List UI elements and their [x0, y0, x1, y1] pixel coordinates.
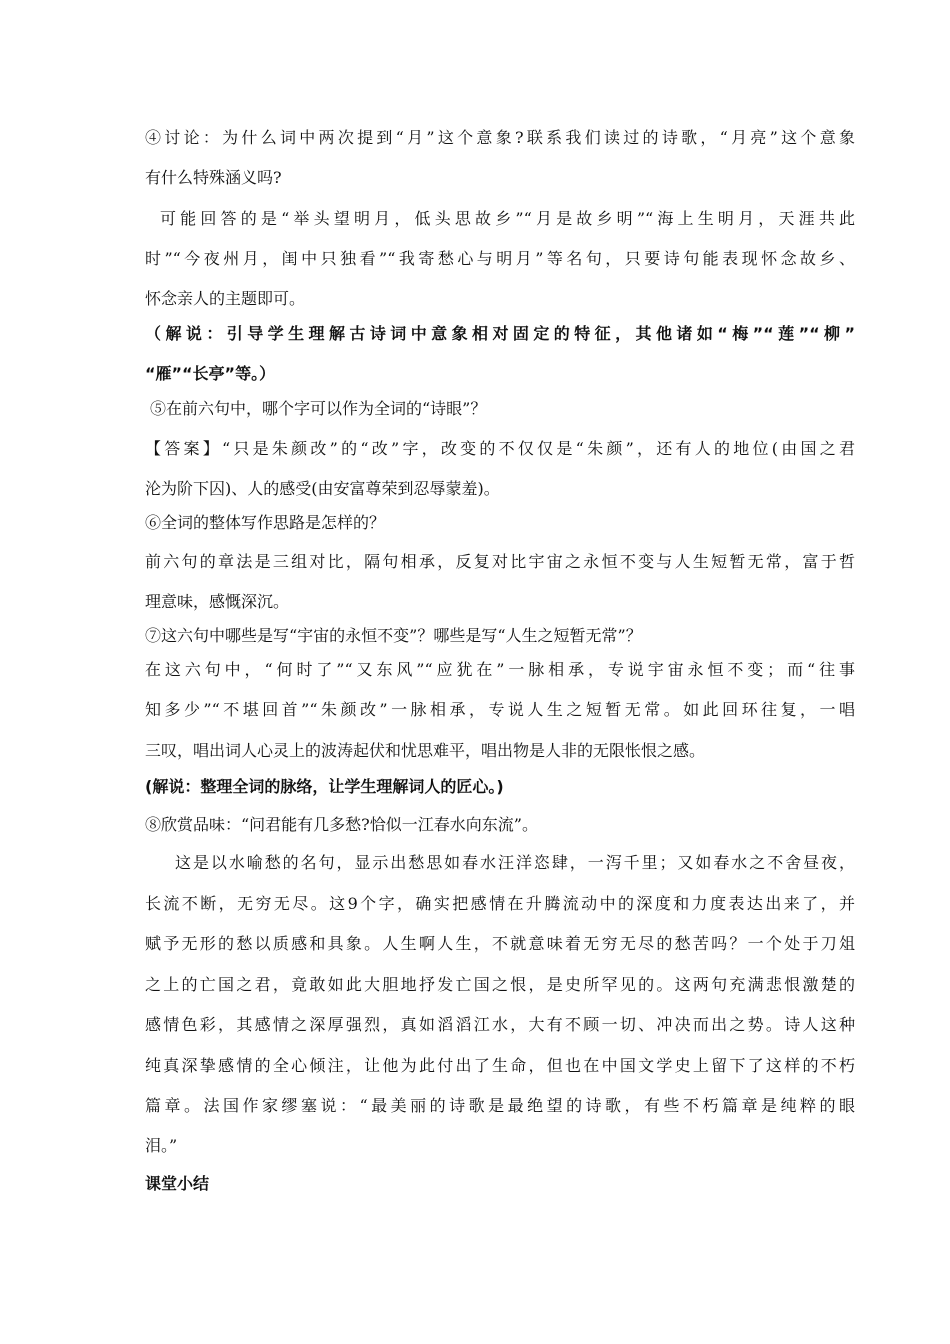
answer-6-line-2: 理意味，感慨深沉。: [145, 592, 290, 611]
question-4-line-1: ④讨论：为什么词中两次提到“月”这个意象?联系我们读过的诗歌，“月亮”这个意象: [145, 128, 855, 147]
note-1-line-2: “雁”“长亭”等。）: [145, 364, 276, 383]
question-6: ⑥全词的整体写作思路是怎样的？: [145, 513, 386, 532]
note-2: (解说：整理全词的脉络，让学生理解词人的匠心。): [145, 777, 504, 796]
answer-7-line-2: 知多少”“不堪回首”“朱颜改”一脉相承，专说人生之短暂无常。如此回环往复，一唱: [145, 700, 855, 719]
answer-8-line-4: 之上的亡国之君，竟敢如此大胆地抒发亡国之恨，是史所罕见的。这两句充满悲恨激楚的: [145, 975, 855, 994]
note-1-line-1: （解说：引导学生理解古诗词中意象相对固定的特征，其他诸如“梅”“莲”“柳”: [145, 324, 855, 343]
answer-8-line-7: 篇章。法国作家缪塞说：“最美丽的诗歌是最绝望的诗歌，有些不朽篇章是纯粹的眼: [145, 1096, 855, 1115]
answer-4-line-3: 怀念亲人的主题即可。: [145, 289, 306, 308]
question-8: ⑧欣赏品味：“问君能有几多愁?恰似一江春水向东流”。: [145, 815, 538, 834]
answer-8-line-2: 长流不断，无穷无尽。这9个字，确实把感情在升腾流动中的深度和力度表达出来了，并: [145, 894, 855, 913]
answer-8-line-6: 纯真深挚感情的全心倾注，让他为此付出了生命，但也在中国文学史上留下了这样的不朽: [145, 1056, 855, 1075]
answer-8-line-5: 感情色彩，其感情之深厚强烈，真如滔滔江水，大有不顾一切、冲决而出之势。诗人这种: [145, 1015, 855, 1034]
question-4-line-2: 有什么特殊涵义吗?: [145, 168, 282, 187]
answer-5-line-2: 沦为阶下囚)、人的感受(由安富尊荣到忍辱蒙羞)。: [145, 479, 500, 498]
section-heading-summary: 课堂小结: [145, 1174, 210, 1193]
answer-7-line-1: 在这六句中，“何时了”“又东风”“应犹在”一脉相承，专说宇宙永恒不变；而“往事: [145, 660, 855, 679]
answer-8-line-3: 赋予无形的愁以质感和具象。人生啊人生，不就意味着无穷无尽的愁苦吗？一个处于刀俎: [145, 934, 855, 953]
question-5: ⑤在前六句中，哪个字可以作为全词的“诗眼”？: [150, 399, 487, 418]
answer-7-line-3: 三叹，唱出词人心灵上的波涛起伏和忧思难平，唱出物是人非的无限怅恨之感。: [145, 741, 706, 760]
answer-6-line-1: 前六句的章法是三组对比，隔句相承，反复对比宇宙之永恒不变与人生短暂无常，富于哲: [145, 552, 855, 571]
answer-4-line-2: 时”“今夜州月，闺中只独看”“我寄愁心与明月”等名句，只要诗句能表现怀念故乡、: [145, 249, 855, 268]
answer-8-line-1: 这是以水喻愁的名句，显示出愁思如春水汪洋恣肆，一泻千里；又如春水之不舍昼夜，: [175, 853, 855, 872]
question-7: ⑦这六句中哪些是写“宇宙的永恒不变”？哪些是写“人生之短暂无常”？: [145, 626, 642, 645]
answer-8-line-8: 泪。”: [145, 1136, 178, 1155]
answer-5-line-1: 【答案】“只是朱颜改”的“改”字，改变的不仅仅是“朱颜”，还有人的地位(由国之君: [145, 439, 855, 458]
answer-4-line-1: 可能回答的是“举头望明月，低头思故乡”“月是故乡明”“海上生明月，天涯共此: [160, 209, 855, 228]
